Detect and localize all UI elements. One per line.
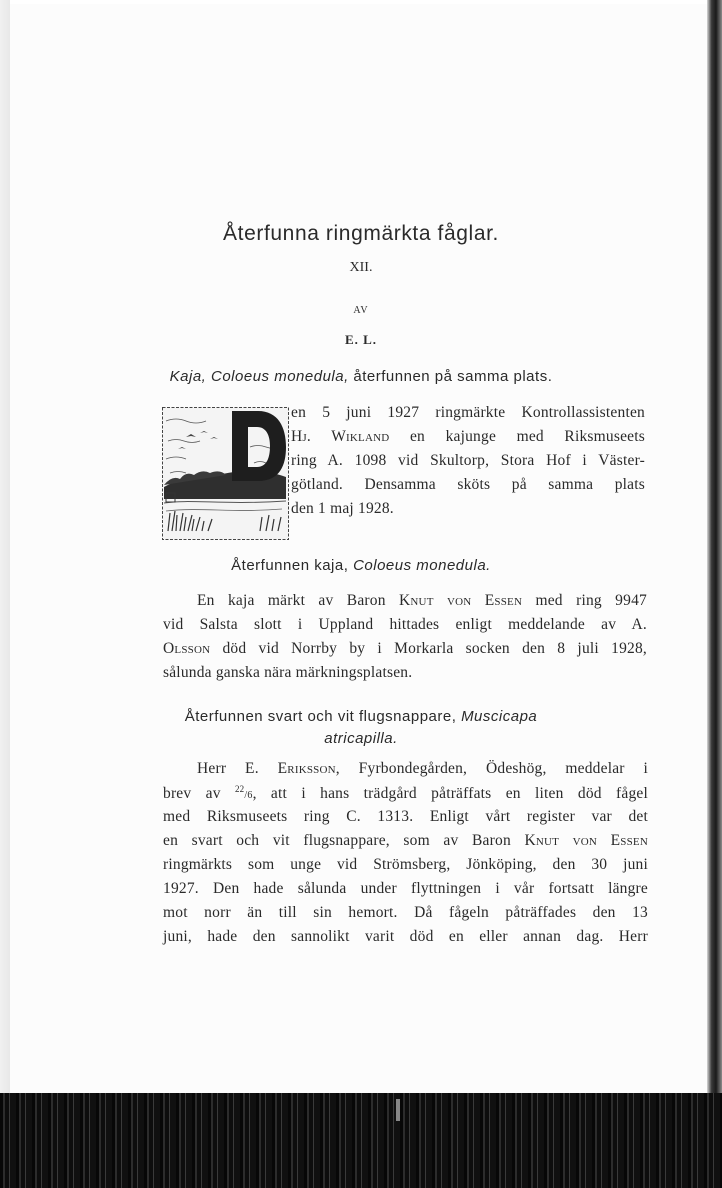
heading-rest: återfunnen på samma plats. bbox=[348, 368, 553, 385]
heading-species: Muscicapa bbox=[461, 708, 538, 725]
paragraph-line: juni, hade den sannolikt varit död en eller annan dag. Herr bbox=[163, 928, 648, 945]
paragraph-line: en 5 juni 1927 ringmärkte Kontrollassistenten bbox=[291, 404, 645, 421]
paragraph-line: ring A. 1098 vid Skultorp, Stora Hof i Väster- bbox=[291, 452, 645, 469]
paragraph-line: en svart och vit flugsnappare, som av Baron Knut von Essen bbox=[163, 832, 648, 849]
section-heading-aterfunnen-kaja: Återfunnen kaja, Coloeus monedula. bbox=[231, 557, 491, 574]
scan-right-edge bbox=[707, 0, 722, 1100]
article-number: XII. bbox=[349, 260, 373, 275]
section-heading-flugsnappare: Återfunnen svart och vit flugsnappare, Muscicapa bbox=[184, 708, 538, 725]
paragraph-line: med Riksmuseets ring C. 1313. Enligt vårt register var det bbox=[163, 808, 648, 825]
heading-species: Coloeus monedula. bbox=[353, 557, 491, 574]
paragraph-line: brev av $^{22}$/6, att i hans trädgård påträffats en liten död fågel bbox=[163, 784, 648, 802]
paragraph-line: Herr E. Eriksson, Fyrbondegården, Ödeshög, meddelar i bbox=[197, 760, 649, 777]
paragraph-line: den 1 maj 1928. bbox=[291, 500, 394, 517]
heading-species: Kaja, Coloeus monedula, bbox=[169, 368, 349, 385]
paragraph-line: götland. Densamma sköts på samma plats bbox=[291, 476, 645, 493]
heading-species: atricapilla. bbox=[324, 730, 398, 747]
person-name: Hj. Wikland bbox=[291, 428, 390, 445]
person-name: Knut von Essen bbox=[399, 592, 523, 609]
paragraph-line: Olsson död vid Norrby by i Morkarla socken den 8 juli 1928, bbox=[163, 640, 647, 657]
scan-left-margin bbox=[0, 0, 10, 1100]
byline-av: AV bbox=[353, 305, 369, 316]
paragraph-line: mot norr än till sin hemort. Då fågeln påträffades den 13 bbox=[163, 904, 648, 921]
date-day: 22 bbox=[234, 784, 245, 794]
article-title: Återfunna ringmärkta fåglar. bbox=[223, 222, 499, 245]
decorated-initial-d bbox=[162, 407, 289, 540]
paragraph-line: En kaja märkt av Baron Knut von Essen med ring 9947 bbox=[197, 592, 647, 609]
section-heading-kaja-samma-plats bbox=[0, 368, 722, 385]
paragraph-line: Hj. Wikland en kajunge med Riksmuseets bbox=[291, 428, 645, 445]
person-name: Knut von Essen bbox=[524, 832, 648, 849]
author: E. L. bbox=[344, 332, 378, 347]
date-month: /6 bbox=[244, 790, 253, 801]
person-name: Olsson bbox=[163, 640, 211, 657]
scan-film-border bbox=[0, 1093, 722, 1188]
paragraph-line: 1927. Den hade sålunda under flyttningen i vår fortsatt längre bbox=[163, 880, 648, 897]
paragraph-line: ringmärkts som unge vid Strömsberg, Jönköping, den 30 juni bbox=[163, 856, 648, 873]
paragraph-line: vid Salsta slott i Uppland hittades enligt meddelande av A. bbox=[163, 616, 647, 633]
paragraph-line: sålunda ganska nära märkningsplatsen. bbox=[163, 664, 413, 681]
person-name: Eriksson bbox=[277, 760, 336, 777]
section-heading-flugsnappare-cont bbox=[0, 730, 722, 747]
